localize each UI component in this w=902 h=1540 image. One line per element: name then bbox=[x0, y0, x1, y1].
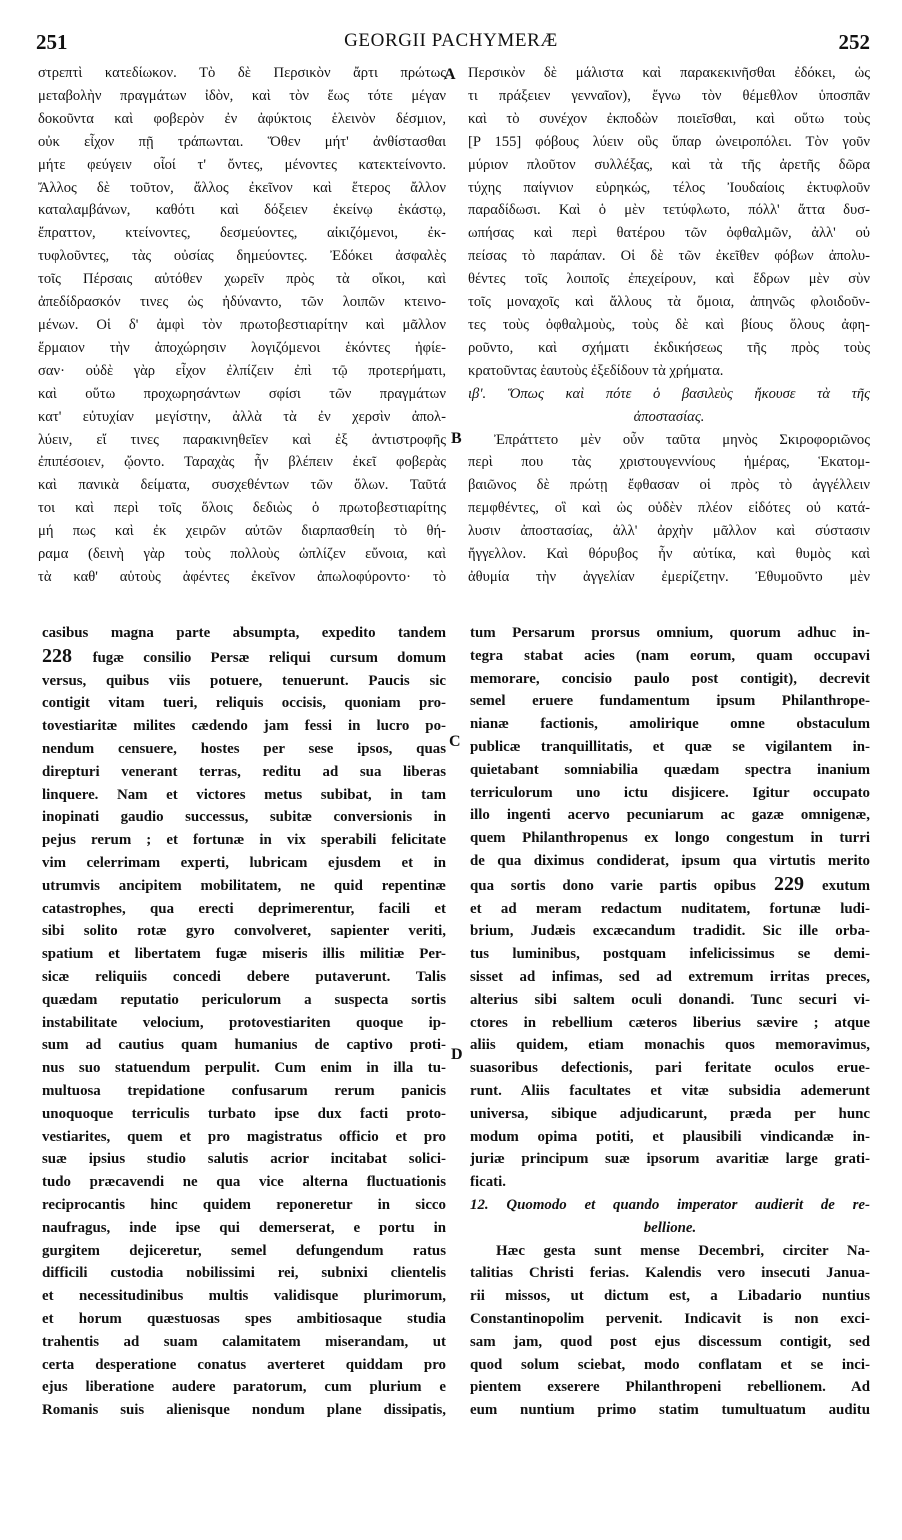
inline-page-number: 229 bbox=[755, 872, 823, 895]
text-line: pejus rerum ; et fortunæ in vix sperabili felicitate bbox=[42, 832, 446, 849]
text-line: alterius sibi saltem oculi donandi. Tunc securi vi- bbox=[470, 991, 870, 1008]
text-line: inopinati gaudio successus, subitæ conversionis in bbox=[42, 809, 446, 826]
text-line: σαν· οὐδὲ γὰρ εἶχον ἐλπίζειν ἐπὶ τῷ προτερήματι, bbox=[38, 362, 446, 379]
text-line: κατ' εὐτυχίαν μεγίστην, ἀλλὰ τὰ ἐν χερσὶν ἀπολ- bbox=[38, 408, 446, 425]
text-line: naufragus, inde ipse qui demerserat, e portu in bbox=[42, 1219, 446, 1236]
text-line: ἀθυμία τὴν ἀγγελίαν ἐμερίζετην. Ἐθυμοῦντο μὲν bbox=[468, 568, 870, 585]
text-line: eum nuntium primo statim tumultuatum auditu bbox=[470, 1402, 870, 1419]
text-line: Περσικὸν δὲ μάλιστα καὶ παρακεκινῆσθαι ἐδόκει, ὡς bbox=[468, 65, 870, 81]
text-line: rii missos, ut dictum est, a Libadario nuntius bbox=[470, 1288, 870, 1305]
text-line: contigit vitam tueri, reliquis occisis, quoniam pro- bbox=[42, 695, 446, 712]
text-line: μύριον πλοῦτον συλλέξας, καὶ τὰ τῆς ἀρετῆς δῶρα bbox=[468, 156, 870, 173]
text-line: quietabant somniabilia quædam spectra inanium bbox=[470, 761, 870, 778]
text-line: spatium et libertatem fugæ miseris illis militiæ Per- bbox=[42, 946, 446, 963]
latin-text-left bbox=[42, 622, 446, 1422]
text-line: δοκοῦντα καὶ φοβερὸν ἐν ἀφύκτοις ἑλεινὸν δέσμιον, bbox=[38, 110, 446, 127]
text-line: Constantinopolim pervenit. Indicavit is non exci- bbox=[470, 1310, 870, 1327]
text-line: τυφλοῦντες, τὰς οὐσίας δημεύοντες. Ἐδόκει ἀσφαλὲς bbox=[38, 248, 446, 265]
text-line: publicæ tranquillitatis, et quæ se vigilantem in- bbox=[470, 738, 870, 755]
text-line: οὐκ εἶχον πῇ τράπωνται. Ὅθεν μήτ' ἀνθίστασθαι bbox=[38, 133, 446, 150]
margin-letter-a: A bbox=[444, 66, 456, 83]
inline-page-number: 228 bbox=[42, 644, 93, 667]
text-line: Romanis suis alienisque nondum plane dissipatis, bbox=[42, 1402, 446, 1419]
text-line: λύειν, εἴ τινες παρακινηθεῖεν καὶ ἐξ ἀντιστροφῆς bbox=[38, 431, 446, 448]
text-line: reciprocantis hinc quidem reponeretur in sicco bbox=[42, 1196, 446, 1213]
text-line: modum opima potiti, et plausibili vindicandæ in- bbox=[470, 1128, 870, 1145]
text-line: βαιῶνος δὲ πρώτῃ ἔφθασαν οἱ πρὸς τὸ ἀγγέλλειν bbox=[468, 477, 870, 494]
text-line: quem Philanthropenus ex longo congestum in turri bbox=[470, 830, 870, 847]
margin-letter-b: B bbox=[451, 430, 462, 447]
text-line: sam jam, quod post ejus discessum contigit, sed bbox=[470, 1333, 870, 1350]
text-line: catastrophes, qua erecti deprimerentur, facili et bbox=[42, 900, 446, 917]
text-line: tum Persarum prorsus omnium, quorum adhuc in- bbox=[470, 625, 870, 641]
text-line: nus suo statuendum perpulit. Cum enim in illa tu- bbox=[42, 1060, 446, 1077]
text-line: ejus liberatione audere paratorum, cum plurium e bbox=[42, 1379, 446, 1396]
latin-section-heading: 12. Quomodo et quando imperator audierit de re- bbox=[470, 1196, 870, 1213]
text-line: κρατοῦντας ἑαυτοὺς ἐξεδίδουν τὰ χρήματα. bbox=[468, 362, 724, 379]
text-line: versus, quibus viis potuere, tenuerunt. Paucis sic bbox=[42, 672, 446, 689]
latin-text-right bbox=[470, 622, 870, 1422]
text-line: de qua diximus condiderat, ipsum qua virtutis merito bbox=[470, 852, 870, 869]
text-line: ἕρμαιον τὴν ἀποχώρησιν λογιζόμενοι ἑκόντες ἠφίε- bbox=[38, 339, 446, 356]
text-line: ficati. bbox=[470, 1174, 506, 1191]
text-line: τι πράξειεν γενναῖον), ἔγνω τὸν θέμεθλον ὑποσπᾶν bbox=[468, 87, 870, 104]
text-line: μεταβολὴν πραγμάτων ἰδὸν, καὶ τὸν ἕως τότε μέγαν bbox=[38, 87, 446, 104]
text-line: καταλαμβάνων, καθότι καὶ δόξειεν ἐκείνῳ ἑκάστῳ, bbox=[38, 202, 446, 219]
text-line: et ad meram redactum nuditatem, fortunæ ludi- bbox=[470, 900, 870, 917]
text-line: suasoribus defectionis, pari feritate oculos erue- bbox=[470, 1060, 870, 1077]
page-header bbox=[26, 30, 876, 66]
text-line: λυσιν ἀποστασίας, ἀλλ' ἀρχὴν μᾶλλον καὶ σύστασιν bbox=[468, 523, 870, 540]
text-line: Ἐπράττετο μὲν οὖν ταῦτα μηνὸς Σκιροφοριῶνος bbox=[494, 431, 870, 448]
text-line: πεμφθέντες, οἳ καὶ ὡς οὐδὲν πλέον εἰδότες οὐ κατά- bbox=[468, 500, 870, 517]
page-number-right: 252 bbox=[838, 30, 870, 54]
text-line: ωπήσας καὶ περὶ θατέρου τῶν ὀφθαλμῶν, ἀλλ' οὐ bbox=[468, 225, 870, 242]
text-line: τὰ καθ' αὑτοὺς ἀφέντες ἐκεῖνον ἀπωλοφύροντο· τὸ bbox=[38, 568, 446, 585]
text-line: aliis quidem, etiam monachis quos memoravimus, bbox=[470, 1037, 870, 1054]
text-line: linquere. Nam et victores metus subibat, in tam bbox=[42, 786, 446, 803]
text-line: sicæ reliquiis concedi debere putaverunt. Talis bbox=[42, 968, 446, 985]
text-line: τοῖς Πέρσαις αὐτόθεν χωρεῖν πρὸς τὰ οἴκοι, καὶ bbox=[38, 271, 446, 288]
text-line: et necessitudinibus multis validisque plurimorum, bbox=[42, 1288, 446, 1305]
text-line: multuosa trepidatione confusarum rerum panicis bbox=[42, 1082, 446, 1099]
text-line: 228 fugæ consilio Persæ reliqui cursum domum bbox=[42, 644, 446, 667]
text-line: unoquoque terriculis turbato ipse dux facti proto- bbox=[42, 1105, 446, 1122]
text-line: τοῖς μοναχοῖς καὶ ἄλλους τὰ ὅμοια, ἀπηνῶς φλοιδοῦν- bbox=[468, 294, 870, 311]
text-line: ctores in rebellium cæteros liberius sævire ; atque bbox=[470, 1014, 870, 1031]
greek-section-heading-cont: ἀποστασίας. bbox=[633, 408, 705, 425]
text-line: τες τοὺς ὀφθαλμοὺς, τοὺς δὲ καὶ βίους ὅλους ἀφη- bbox=[468, 316, 870, 333]
text-line: direpturi venerant terras, reditu ad sua liberas bbox=[42, 763, 446, 780]
text-line: μή πως καὶ ἐκ χειρῶν αὐτῶν διαρπασθείη τὸ θή- bbox=[38, 523, 446, 540]
text-line: illo ingenti acervo pecuniarum ac gazæ omnigenæ, bbox=[470, 807, 870, 824]
text-line: qua sortis dono varie partis opibus 229 exutum bbox=[470, 872, 870, 895]
latin-section-heading-cont: bellione. bbox=[643, 1219, 697, 1236]
text-line: casibus magna parte absumpta, expedito tandem bbox=[42, 625, 446, 641]
text-line: περὶ που τὰς χριστουγεννίους ἡμέρας, Ἑκατομ- bbox=[468, 454, 870, 471]
text-line: quod solum sciebat, modo conflatam et se inci- bbox=[470, 1356, 870, 1373]
text-line: talitias Christi ferias. Kalendis vero insecuti Janua- bbox=[470, 1265, 870, 1282]
text-line: ραμα (δεινὴ γὰρ τοὺς πολλοὺς ὠπλίζεν εὔνοια, καὶ bbox=[38, 546, 446, 563]
running-title: GEORGII PACHYMERÆ bbox=[344, 30, 558, 51]
text-line: tudo præcavendi ne qua vice alterna fluctuationis bbox=[42, 1174, 446, 1191]
text-line: difficili custodia nobilissimi rei, subnixi clientelis bbox=[42, 1265, 446, 1282]
text-line: semel eruere fundamentum ipsum Philanthrope- bbox=[470, 693, 870, 710]
text-line: tovestiaritæ milites cædendo jam fessi in lucro po- bbox=[42, 718, 446, 735]
text-line: gurgitem dejiceretur, semel defungendum ratus bbox=[42, 1242, 446, 1259]
text-line: sibi solito rotæ gyro convolveret, sapienter veriti, bbox=[42, 923, 446, 940]
text-line: brium, Judæis excæcandum tradidit. Sic ille orba- bbox=[470, 923, 870, 940]
margin-letter-d: D bbox=[451, 1046, 463, 1063]
text-line: et horum quæstuosas spes ambitiosaque studia bbox=[42, 1310, 446, 1327]
text-line: utrumvis ancipitem mobilitatem, ne quid repentinæ bbox=[42, 877, 446, 894]
text-line: nendum censuere, hostes per sese ipsos, quas bbox=[42, 740, 446, 757]
text-line: tus luminibus, postquam infelicissimus se demi- bbox=[470, 946, 870, 963]
text-line: quædam reputatio periculorum a suspecta sortis bbox=[42, 991, 446, 1008]
text-line: [P 155] φόβους λύειν οὓς ὕπαρ ὠνειροπόλει. Τὸν γοῦν bbox=[468, 133, 870, 150]
text-fragment: exutum bbox=[822, 877, 870, 894]
text-line: pientem exserere Philanthropeni rebellionem. Ad bbox=[470, 1379, 870, 1396]
text-line: ἤγγελλον. Καὶ θόρυβος ἦν αὐτίκα, καὶ θυμὸς καὶ bbox=[468, 546, 870, 563]
text-line: Ἄλλος δὲ τοῦτον, ἄλλος ἐκεῖνον καὶ ἕτερος ἄλλον bbox=[38, 179, 446, 196]
margin-letter-c: C bbox=[449, 733, 461, 750]
text-line: nianæ factionis, amolirique omne obstaculum bbox=[470, 716, 870, 733]
text-line: vim celerrimam experti, lubricam ejusdem et in bbox=[42, 854, 446, 871]
text-line: ροῦντο, καὶ σχήματι ἐκδικήσεως τῆς πρὸς τοὺς bbox=[468, 339, 870, 356]
text-line: Hæc gesta sunt mense Decembri, circiter Na- bbox=[496, 1242, 870, 1259]
text-line: μήτε φεύγειν οἷοί τ' ὄντες, μένοντες κατεκτείνοντο. bbox=[38, 156, 446, 173]
text-line: juriæ principum suæ ipsorum avaritiæ large grati- bbox=[470, 1151, 870, 1168]
text-line: suæ ipsius studio salutis acrior incitabat solici- bbox=[42, 1151, 446, 1168]
text-line: trahentis ad suam calamitatem miserandam, ut bbox=[42, 1333, 446, 1350]
text-line: universa, sibique adjudicarunt, præda per hunc bbox=[470, 1105, 870, 1122]
text-line: τοι καὶ περὶ τοῖς ὅλοις δεδιὼς ὁ πρωτοβεστιαρίτης bbox=[38, 500, 446, 517]
page-number-left: 251 bbox=[36, 30, 68, 54]
text-line: ἀπεδίδρασκόν τινες ὡς ἠδύναντο, τῶν λοιπῶν κτεινο- bbox=[38, 294, 446, 311]
text-line: πείσας τὸ παράπαν. Οἱ δὲ τῶν ἐκεῖθεν φόβων ἀπολυ- bbox=[468, 248, 870, 265]
text-line: παραδίδωσι. Καὶ ὁ μὲν τετύφλωτο, πόλλ' ἄττα δυσ- bbox=[468, 202, 870, 219]
text-line: sisset ad infimas, sed ad extremum irritas preces, bbox=[470, 968, 870, 985]
text-line: καὶ τὸ συνέχον ἐκποδὼν ποιεῖσθαι, καὶ οὕτω τοὺς bbox=[468, 110, 870, 127]
text-line: vestiarites, quem et pro magistratus officio et pro bbox=[42, 1128, 446, 1145]
text-line: ἐπιπέσοιεν, ᾤοντο. Ταραχὰς ἦν βλέπειν ἐκεῖ φοβερὰς bbox=[38, 454, 446, 471]
greek-text-left bbox=[38, 62, 446, 589]
text-line: tegra stabat acies (nam eorum, quam occupavi bbox=[470, 647, 870, 664]
text-line: καὶ πανικὰ δείματα, συσχεθέντων τῶν ὅλων. Ταῦτά bbox=[38, 477, 446, 494]
text-line: τύχης παίγνιον εὑρηκώς, τέλος Ἰουδαίοις ἐκτυφλοῦν bbox=[468, 179, 870, 196]
text-line: θέντες τοῖς λοιποῖς ἐπεχείρουν, καὶ ἔδρων μὲν σὺν bbox=[468, 271, 870, 288]
text-line: instabilitate velocium, protovestiariten quoque ip- bbox=[42, 1014, 446, 1031]
text-line: sum ad cautius quam humanius de captivo proti- bbox=[42, 1037, 446, 1054]
text-line: certa desperatione conatus averteret quiddam pro bbox=[42, 1356, 446, 1373]
text-line: runt. Aliis facultates et vitæ subsidia ademerunt bbox=[470, 1082, 870, 1099]
text-line: ἔπραττον, κτείνοντες, δεσμεύοντες, αἰκιζόμενοι, ἐκ- bbox=[38, 225, 446, 242]
text-line: memorare, concisio paulo post contigit), decrevit bbox=[470, 670, 870, 687]
greek-text-right bbox=[468, 62, 870, 589]
greek-section-heading: ιβ'. Ὅπως καὶ πότε ὁ βασιλεὺς ἤκουσε τὰ τῆς bbox=[468, 385, 870, 402]
text-line: στρεπτὶ κατεδίωκον. Τὸ δὲ Περσικὸν ἄρτι πρώτως bbox=[38, 65, 446, 81]
text-line: καὶ οὕτω προχωρησάντων σφίσι τῶν πραγμάτων bbox=[38, 385, 446, 402]
text-line: μένων. Οἱ δ' ἀμφὶ τὸν πρωτοβεστιαρίτην καὶ μᾶλλον bbox=[38, 316, 446, 333]
text-line: terriculorum uno ictu disjicere. Igitur occupato bbox=[470, 784, 870, 801]
